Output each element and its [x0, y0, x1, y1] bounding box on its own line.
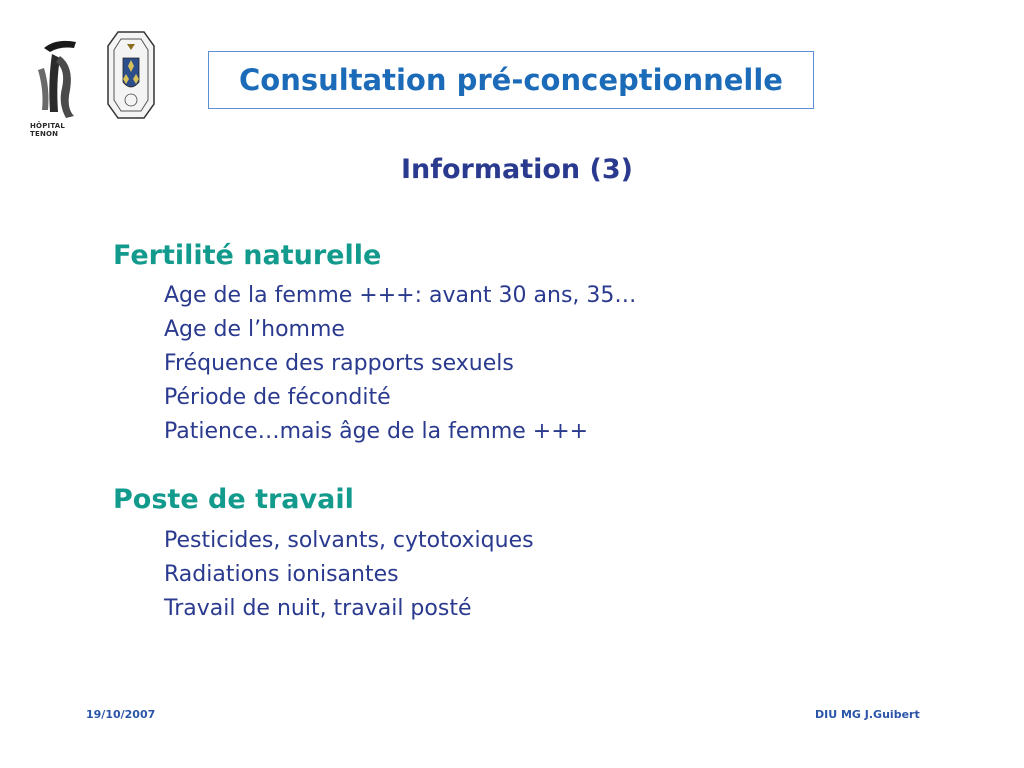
slide-title: Consultation pré-conceptionnelle: [239, 63, 783, 97]
section-heading-workplace: Poste de travail: [113, 484, 354, 515]
list-item: Age de la femme +++: avant 30 ans, 35…: [164, 283, 637, 308]
list-item: Travail de nuit, travail posté: [164, 596, 472, 621]
list-item: Age de l’homme: [164, 317, 345, 342]
list-item: Patience…mais âge de la femme +++: [164, 419, 589, 444]
title-box: [208, 51, 814, 109]
footer-author: DIU MG J.Guibert: [815, 708, 920, 721]
list-item: Pesticides, solvants, cytotoxiques: [164, 528, 534, 553]
header-logos: [30, 30, 160, 140]
hospital-caption: HÔPITAL TENON: [30, 122, 66, 138]
section-heading-fertility: Fertilité naturelle: [113, 240, 382, 271]
faculty-seal-icon: [108, 32, 154, 118]
list-item: Période de fécondité: [164, 385, 391, 410]
hospital-tenon-logo: [30, 30, 160, 122]
list-item: Radiations ionisantes: [164, 562, 399, 587]
list-item: Fréquence des rapports sexuels: [164, 351, 514, 376]
footer-date: 19/10/2007: [86, 708, 156, 721]
slide-subtitle: Information (3): [400, 154, 634, 185]
